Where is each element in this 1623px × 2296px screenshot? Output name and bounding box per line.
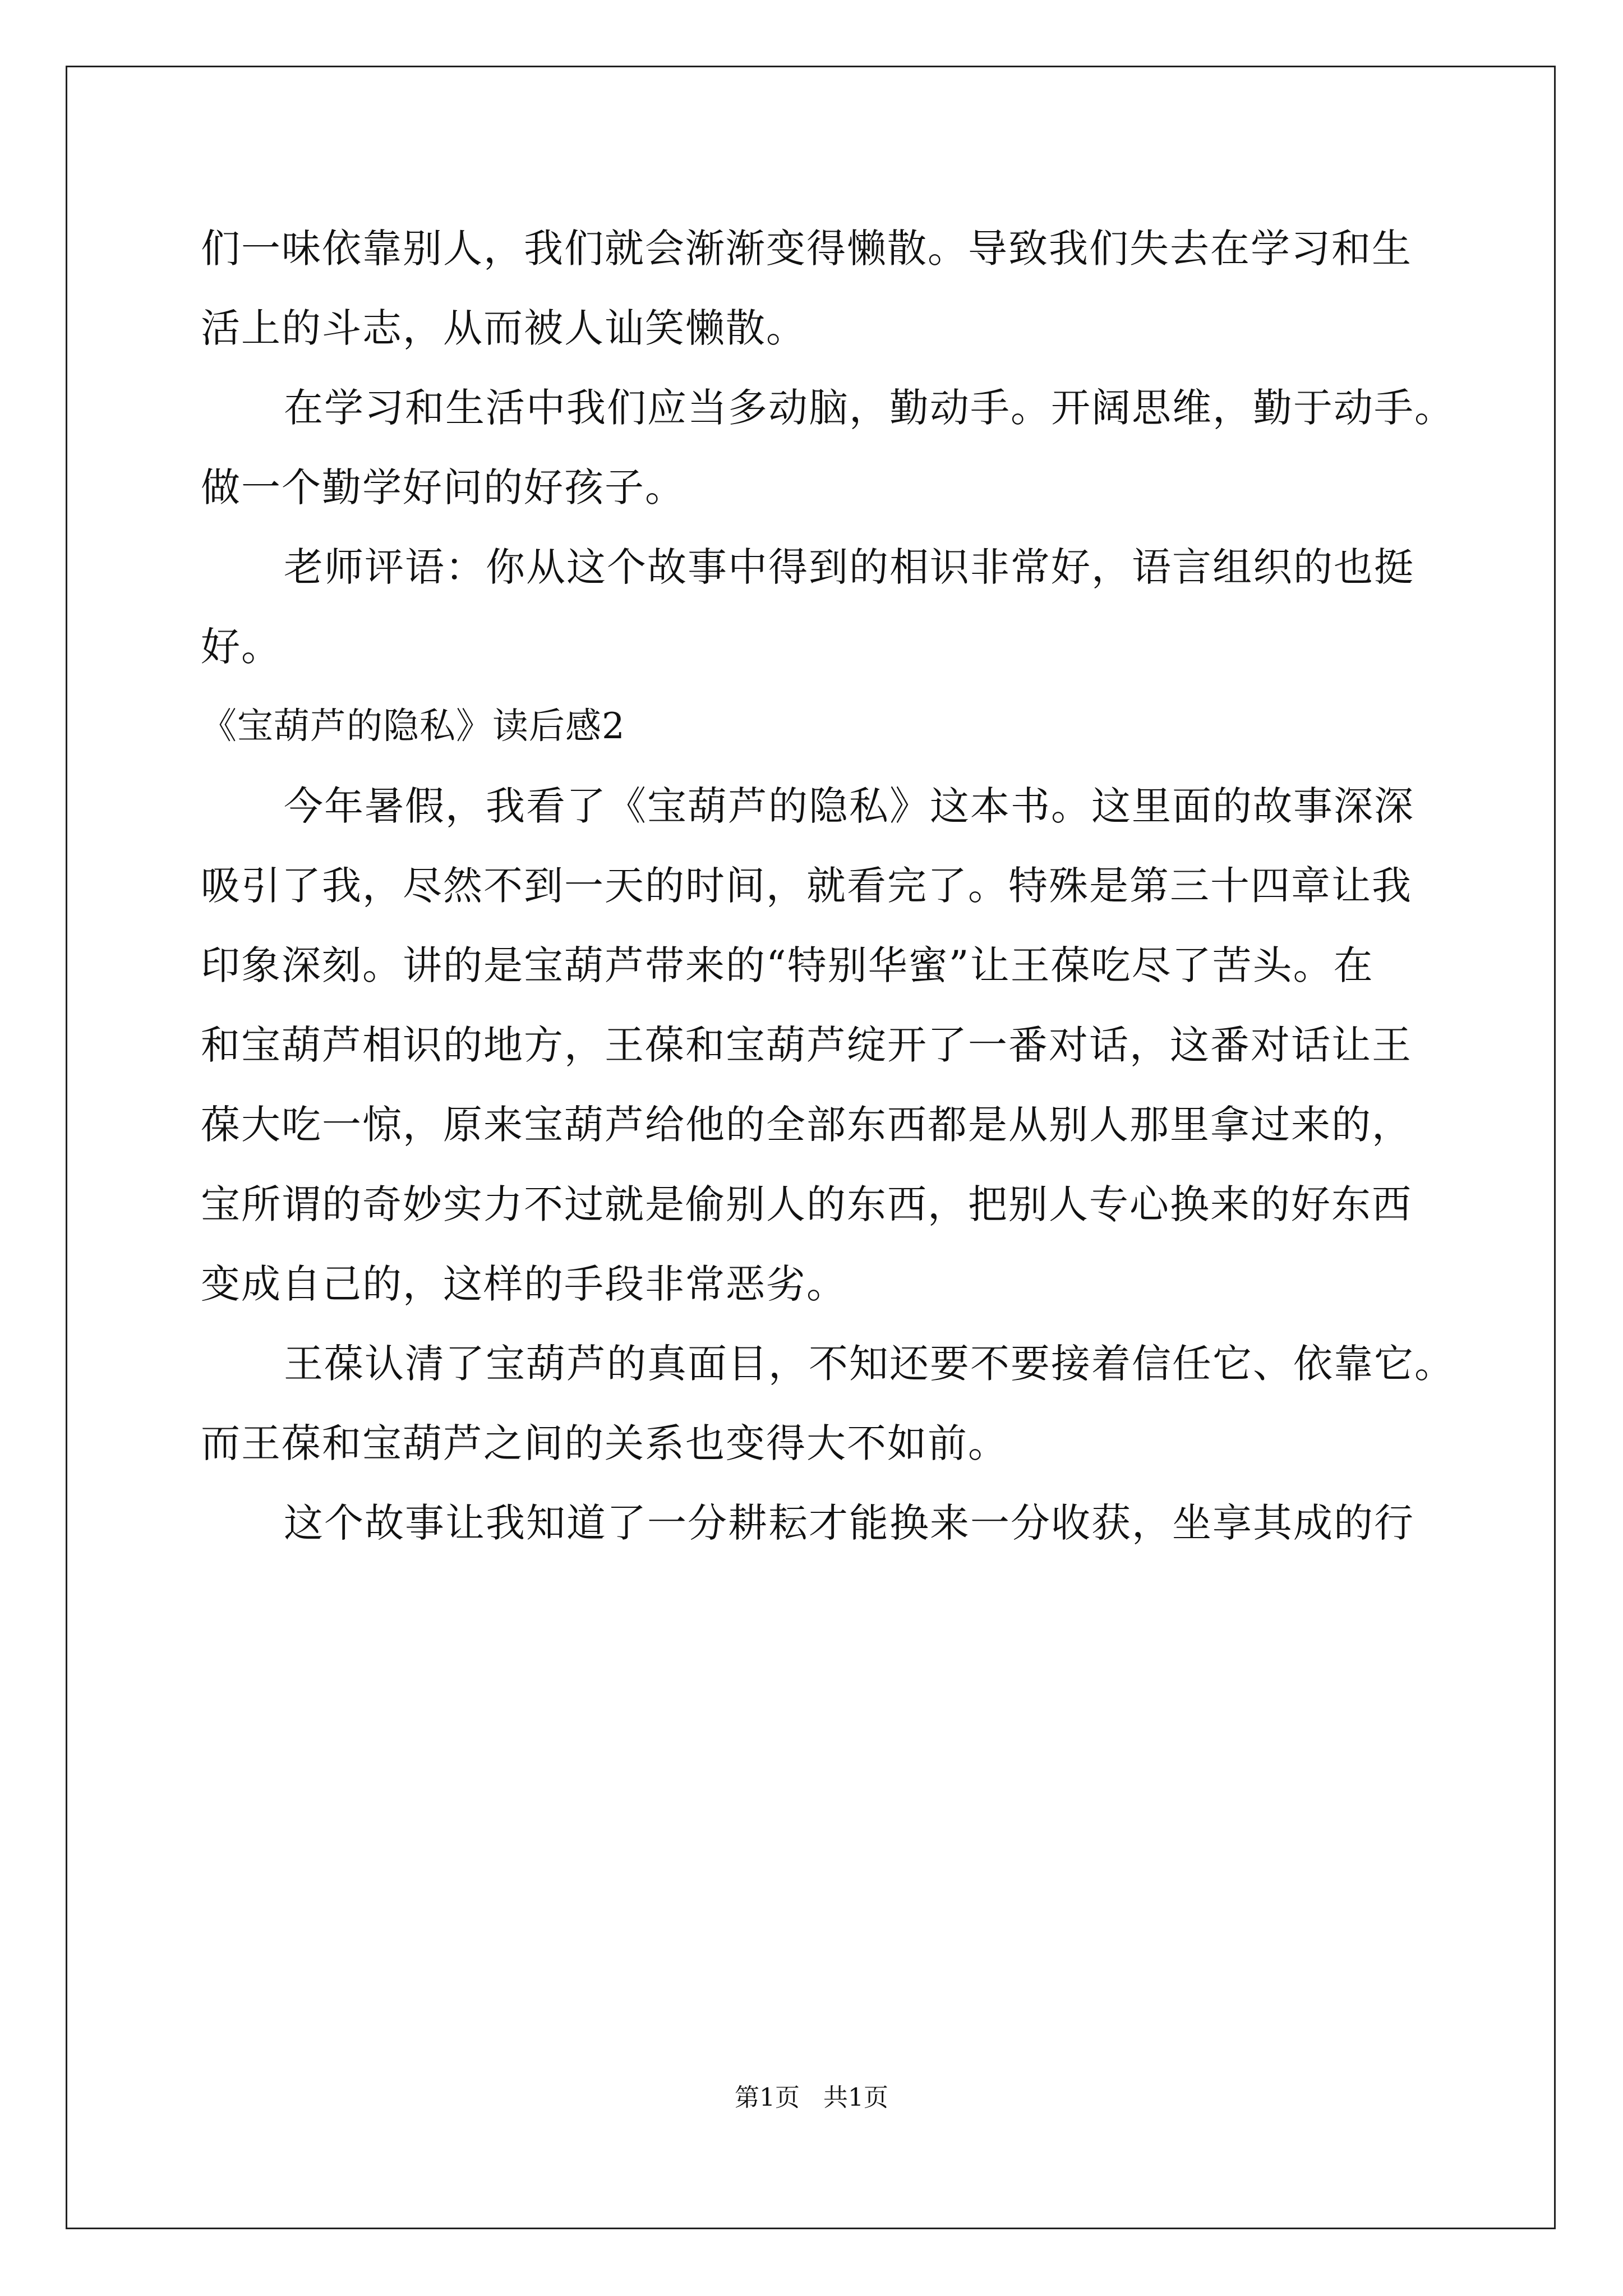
page-footer	[0, 2081, 1623, 2115]
page-total: 共1页	[823, 2083, 888, 2112]
paragraph-line: 变成自己的，这样的手段非常恶劣。	[201, 1261, 847, 1307]
paragraph-line: 吸引了我，尽然不到一天的时间，就看完了。特殊是第三十四章让我	[201, 863, 1412, 909]
paragraph-line: 宝所谓的奇妙实力不过就是偷别人的东西，把别人专心换来的好东西	[201, 1181, 1412, 1227]
teacher-comment-line: 老师评语：你从这个故事中得到的相识非常好，语言组织的也挺	[284, 544, 1414, 590]
paragraph-line: 印象深刻。讲的是宝葫芦带来的“特别华蜜”让王葆吃尽了苦头。在	[201, 942, 1374, 988]
paragraph-line: 活上的斗志，从而被人讪笑懒散。	[201, 305, 806, 351]
paragraph-line: 王葆认清了宝葫芦的真面目，不知还要不要接着信任它、依靠它。	[284, 1341, 1455, 1387]
paragraph-line: 今年暑假，我看了《宝葫芦的隐私》这本书。这里面的故事深深	[284, 783, 1414, 829]
paragraph-line: 做一个勤学好问的好孩子。	[201, 464, 685, 510]
page-number: 第1页	[735, 2083, 800, 2112]
paragraph-line: 和宝葫芦相识的地方，王葆和宝葫芦绽开了一番对话，这番对话让王	[201, 1022, 1412, 1068]
teacher-comment-line: 好。	[201, 624, 282, 670]
section-title: 《宝葫芦的隐私》读后感2	[201, 706, 625, 747]
paragraph-line: 这个故事让我知道了一分耕耘才能换来一分收获，坐享其成的行	[284, 1500, 1414, 1546]
paragraph-line: 们一味依靠别人，我们就会渐渐变得懒散。导致我们失去在学习和生	[201, 226, 1412, 272]
document-body	[201, 209, 1455, 1563]
paragraph-line: 在学习和生活中我们应当多动脑，勤动手。开阔思维，勤于动手。	[284, 385, 1455, 431]
paragraph-line: 葆大吃一惊，原来宝葫芦给他的全部东西都是从别人那里拿过来的，	[201, 1102, 1412, 1148]
paragraph-line: 而王葆和宝葫芦之间的关系也变得大不如前。	[201, 1420, 1008, 1466]
